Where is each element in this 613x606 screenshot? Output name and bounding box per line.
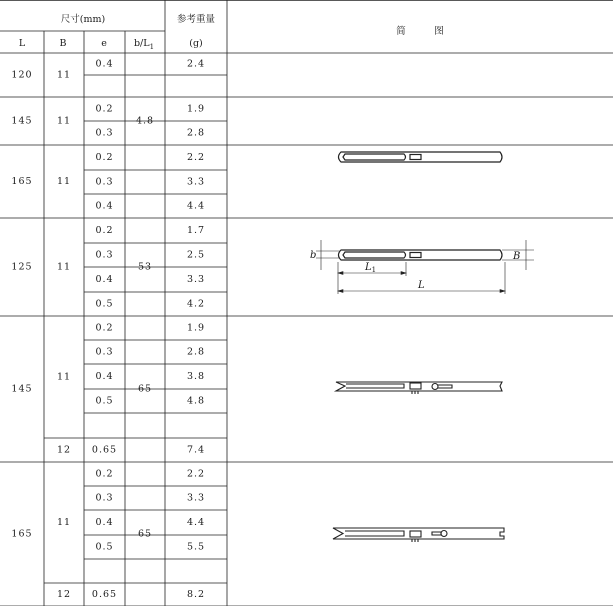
weight-value: 1.9	[186, 322, 206, 334]
e-value: 0.2	[95, 468, 114, 480]
e-value: 0.2	[95, 225, 114, 236]
bL1-value: 4.8	[135, 115, 155, 127]
weight-value: 3.3	[186, 274, 206, 285]
e-value: 0.65	[91, 444, 118, 456]
weight-value: 4.4	[186, 517, 206, 528]
weight-value: 3.3	[186, 492, 206, 504]
weight-value: 4.8	[186, 395, 206, 407]
weight-value: 2.5	[186, 249, 206, 261]
length-L-value: 165	[11, 176, 33, 187]
e-value: 0.3	[95, 249, 114, 261]
length-L-value: 165	[11, 528, 33, 540]
weight-value: 3.8	[186, 371, 206, 382]
e-value: 0.4	[95, 517, 114, 528]
width-B-value: 11	[56, 115, 72, 127]
e-value: 0.4	[95, 200, 114, 212]
e-value: 0.5	[95, 541, 114, 553]
weight-value: 4.2	[186, 298, 206, 310]
col-header-L: L	[18, 38, 26, 49]
length-L-value: 120	[11, 69, 33, 81]
width-B-value: 11	[56, 176, 72, 187]
bL1-value: 53	[137, 261, 153, 273]
e-value: 0.2	[95, 322, 114, 334]
e-value: 0.4	[95, 58, 114, 70]
e-value: 0.3	[95, 176, 114, 188]
weight-value: 7.4	[186, 444, 206, 456]
e-value: 0.3	[95, 127, 114, 139]
e-value: 0.3	[95, 492, 114, 504]
sketch-header: 简 图	[396, 26, 444, 37]
sketch-strip-notched	[333, 528, 504, 542]
dim-label-L1: $L_1$	[365, 262, 377, 274]
dim-label-b: b	[310, 250, 317, 261]
e-value: 0.2	[95, 152, 114, 163]
e-value: 0.4	[95, 371, 114, 382]
width-B-value: 11	[56, 371, 72, 383]
e-value: 0.5	[95, 395, 114, 407]
length-L-value: 145	[11, 115, 33, 127]
e-value: 0.65	[91, 589, 118, 600]
weight-header: 参考重量	[176, 14, 216, 25]
weight-value: 5.5	[186, 541, 206, 553]
bL1-value: 65	[137, 528, 153, 540]
length-L-value: 145	[11, 383, 33, 395]
e-value: 0.2	[95, 103, 114, 115]
weight-value: 8.2	[186, 589, 206, 600]
col-header-e: e	[101, 38, 107, 49]
sketch-dimension-labels	[310, 250, 520, 291]
width-B-value: 12	[56, 444, 72, 456]
width-B-value: 11	[56, 517, 72, 528]
weight-unit: (g)	[189, 38, 203, 49]
table-header	[19, 13, 444, 51]
weight-value: 1.9	[186, 103, 206, 115]
weight-value: 3.3	[186, 176, 206, 188]
e-value: 0.5	[95, 298, 114, 310]
col-header-bL1: $b/L_1$	[133, 38, 155, 51]
weight-value: 2.8	[186, 346, 206, 358]
sketch-strip-dimensioned	[316, 240, 534, 294]
width-B-value: 11	[56, 69, 72, 81]
col-header-B: B	[59, 38, 67, 49]
sketch-strip-cut-tip	[336, 382, 502, 394]
weight-value: 2.2	[186, 468, 206, 480]
e-value: 0.4	[95, 274, 114, 285]
size-group-header: 尺寸(mm)	[60, 14, 106, 25]
dim-label-L: L	[418, 280, 425, 291]
weight-value: 2.4	[186, 58, 206, 70]
dim-label-B: B	[513, 251, 521, 262]
sketch-strip-plain	[339, 152, 503, 162]
weight-value: 1.7	[186, 225, 206, 236]
weight-value: 2.2	[186, 152, 206, 163]
weight-value: 2.8	[186, 127, 206, 139]
bL1-value: 65	[137, 383, 153, 395]
e-value: 0.3	[95, 346, 114, 358]
weight-value: 4.4	[186, 200, 206, 212]
width-B-value: 12	[56, 589, 72, 600]
width-B-value: 11	[56, 261, 72, 273]
length-L-value: 125	[11, 261, 33, 273]
